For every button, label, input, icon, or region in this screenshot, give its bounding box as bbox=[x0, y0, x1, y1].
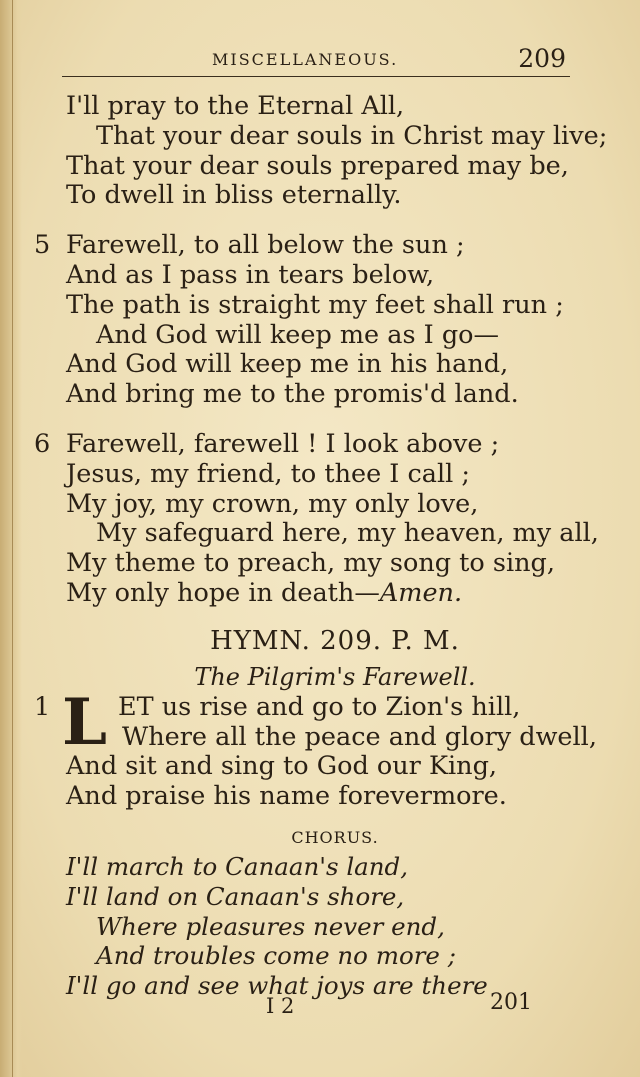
page-body bbox=[0, 92, 640, 1001]
verse-line: That your dear souls in Christ may live; bbox=[96, 120, 608, 151]
verse-line: And as I pass in tears below, bbox=[66, 259, 435, 290]
stanza-1 bbox=[0, 684, 640, 812]
chorus-heading: CHORUS. bbox=[291, 827, 379, 847]
verse-line: To dwell in bliss eternally. bbox=[66, 180, 402, 211]
hymn-subtitle: The Pilgrim's Farewell. bbox=[194, 662, 476, 691]
verse-line: ET us rise and go to Zion's hill, bbox=[118, 691, 521, 722]
verse-line: And God will keep me as I go— bbox=[96, 319, 500, 350]
chorus bbox=[0, 852, 640, 1001]
chorus-line: I'll land on Canaan's shore, bbox=[66, 881, 405, 911]
verse-line: And praise his name forevermore. bbox=[66, 781, 507, 812]
verse-line bbox=[0, 579, 640, 609]
verse-line: My safeguard here, my heaven, my all, bbox=[96, 518, 599, 549]
verse-line: That your dear souls prepared may be, bbox=[66, 150, 569, 181]
chorus-line: I'll march to Canaan's land, bbox=[66, 851, 409, 881]
amen: Amen. bbox=[379, 577, 463, 608]
verse-line: And sit and sing to God our King, bbox=[66, 751, 497, 782]
page-number: 209 bbox=[518, 44, 566, 73]
signature-mark: I 2 bbox=[266, 994, 295, 1018]
verse-line: Farewell, to all below the sun ; bbox=[66, 230, 465, 261]
stanza-4 bbox=[0, 92, 640, 211]
verse-line: My joy, my crown, my only love, bbox=[66, 488, 479, 519]
stanza-6 bbox=[0, 430, 640, 609]
stanza-5 bbox=[0, 231, 640, 410]
stanza-number: 1 bbox=[34, 691, 51, 722]
stanza-number: 5 bbox=[34, 230, 51, 261]
hymn-title: HYMN. 209. P. M. bbox=[210, 625, 460, 656]
verse-line: Where all the peace and glory dwell, bbox=[122, 721, 597, 752]
chorus-line: And troubles come no more ; bbox=[96, 941, 456, 971]
chorus-line: I'll go and see what joys are there bbox=[66, 971, 488, 1001]
verse-line: And God will keep me in his hand, bbox=[66, 349, 509, 380]
drop-cap: L bbox=[62, 684, 107, 760]
verse-line-text: My only hope in death— bbox=[66, 577, 380, 608]
running-head: MISCELLANEOUS. bbox=[212, 50, 399, 69]
verse-line: And bring me to the promis'd land. bbox=[66, 379, 519, 410]
footer-number: 201 bbox=[490, 990, 532, 1015]
verse-line: I'll pray to the Eternal All, bbox=[66, 91, 405, 121]
verse-line: The path is straight my feet shall run ; bbox=[66, 289, 564, 320]
stanza-number: 6 bbox=[34, 428, 51, 459]
page-header bbox=[62, 44, 570, 77]
verse-line: My theme to preach, my song to sing, bbox=[66, 548, 555, 579]
chorus-line: Where pleasures never end, bbox=[96, 911, 445, 941]
verse-line: Farewell, farewell ! I look above ; bbox=[66, 428, 500, 459]
verse-line: Jesus, my friend, to thee I call ; bbox=[66, 458, 470, 489]
